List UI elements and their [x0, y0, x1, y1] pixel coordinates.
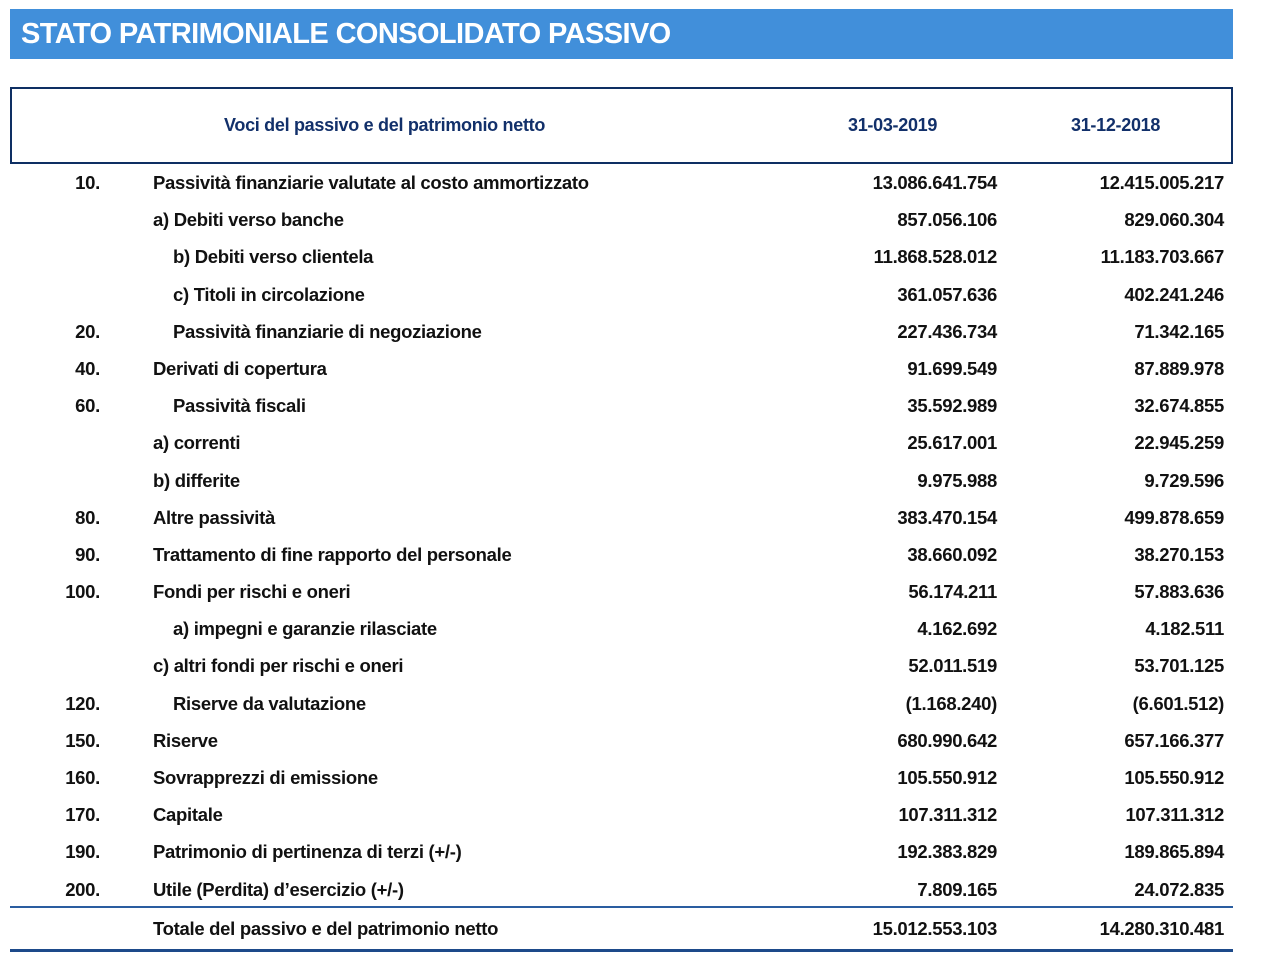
row-value-2018: 657.166.377: [1124, 729, 1224, 751]
row-value-2019: 4.162.692: [917, 618, 997, 640]
total-value-1: 15.012.553.103: [872, 918, 997, 939]
title-bar: [10, 9, 1233, 59]
row-value-2018: 107.311.312: [1125, 804, 1224, 826]
row-value-2019: 383.470.154: [897, 506, 997, 528]
table-header: [10, 87, 1233, 164]
table-row: [0, 350, 1274, 387]
row-value-2018: 53.701.125: [1134, 655, 1224, 677]
row-label: Patrimonio di pertinenza di terzi (+/-): [153, 841, 462, 863]
row-value-2018: 829.060.304: [1124, 209, 1224, 231]
row-label: a) Debiti verso banche: [153, 209, 344, 231]
row-value-2019: 857.056.106: [897, 209, 997, 231]
total-label: Totale del passivo e del patrimonio netto: [153, 918, 499, 939]
row-value-2018: 499.878.659: [1124, 506, 1224, 528]
row-label: Fondi per rischi e oneri: [153, 581, 351, 603]
table-row: [0, 573, 1274, 610]
row-value-2018: 57.883.636: [1134, 581, 1224, 603]
row-value-2018: 12.415.005.217: [1099, 172, 1224, 193]
row-code: 80.: [75, 506, 100, 528]
row-value-2019: 52.011.519: [908, 655, 997, 677]
row-label: Passività finanziarie di negoziazione: [173, 320, 482, 342]
table-body: [0, 164, 1274, 908]
row-code: 120.: [65, 692, 100, 714]
header-date-1: 31-03-2019: [848, 115, 938, 135]
row-label: Utile (Perdita) d’esercizio (+/-): [153, 878, 404, 900]
row-label: Riserve: [153, 729, 218, 751]
row-value-2018: 402.241.246: [1124, 283, 1224, 305]
row-value-2019: 680.990.642: [897, 729, 997, 751]
row-value-2018: 87.889.978: [1134, 357, 1224, 379]
table-row: [0, 685, 1274, 722]
row-value-2019: 91.699.549: [907, 357, 997, 379]
table-row: [0, 647, 1274, 684]
table-row: [0, 238, 1274, 275]
row-code: 10.: [75, 172, 100, 193]
row-code: 40.: [75, 357, 100, 379]
row-value-2018: 38.270.153: [1134, 543, 1224, 565]
row-label: Altre passività: [153, 506, 275, 528]
row-value-2018: 11.183.703.667: [1100, 246, 1224, 268]
row-value-2019: 107.311.312: [898, 804, 997, 826]
table-row: [0, 387, 1274, 424]
row-value-2018: 24.072.835: [1134, 878, 1224, 900]
table-row: [0, 833, 1274, 870]
row-code: 20.: [75, 320, 100, 342]
total-separator-top: [10, 906, 1233, 908]
row-value-2018: 22.945.259: [1134, 432, 1224, 454]
row-value-2019: 361.057.636: [897, 283, 997, 305]
row-label: Riserve da valutazione: [173, 692, 366, 714]
row-value-2019: 192.383.829: [897, 841, 997, 863]
row-value-2019: 105.550.912: [897, 767, 997, 788]
row-value-2019: 227.436.734: [897, 320, 997, 342]
table-row: [0, 164, 1274, 201]
row-value-2019: 13.086.641.754: [872, 172, 997, 193]
row-value-2019: (1.168.240): [905, 692, 997, 714]
row-label: Trattamento di fine rapporto del personale: [153, 543, 512, 565]
total-separator-bottom: [10, 949, 1233, 952]
row-value-2018: 71.342.165: [1134, 320, 1224, 342]
row-value-2018: 9.729.596: [1144, 469, 1224, 491]
row-code: 170.: [65, 804, 100, 826]
total-row: [0, 912, 1274, 948]
row-code: 90.: [75, 543, 100, 565]
row-value-2019: 9.975.988: [917, 469, 997, 491]
table-row: [0, 796, 1274, 833]
total-value-2: 14.280.310.481: [1099, 918, 1224, 939]
header-date-2: 31-12-2018: [1071, 115, 1161, 135]
row-label: c) Titoli in circolazione: [173, 283, 365, 305]
table-row: [0, 610, 1274, 647]
page-title: STATO PATRIMONIALE CONSOLIDATO PASSIVO: [21, 18, 671, 50]
row-value-2019: 35.592.989: [907, 395, 997, 417]
row-value-2018: (6.601.512): [1132, 692, 1224, 714]
row-label: b) differite: [153, 469, 240, 491]
row-code: 60.: [75, 395, 100, 417]
table-row: [0, 536, 1274, 573]
row-value-2018: 189.865.894: [1124, 841, 1224, 863]
table-row: [0, 722, 1274, 759]
row-label: Passività fiscali: [173, 395, 306, 417]
table-row: [0, 276, 1274, 313]
row-code: 190.: [65, 841, 100, 863]
header-voci: Voci del passivo e del patrimonio netto: [224, 115, 546, 135]
row-label: b) Debiti verso clientela: [173, 246, 374, 268]
table-row: [0, 759, 1274, 796]
table-row: [0, 871, 1274, 908]
table-row: [0, 313, 1274, 350]
row-code: 100.: [65, 581, 100, 603]
row-value-2018: 4.182.511: [1145, 618, 1224, 640]
table-row: [0, 462, 1274, 499]
row-label: c) altri fondi per rischi e oneri: [153, 655, 404, 677]
row-label: a) impegni e garanzie rilasciate: [173, 618, 437, 640]
row-value-2018: 32.674.855: [1134, 395, 1224, 417]
row-value-2019: 11.868.528.012: [873, 246, 997, 268]
row-label: Capitale: [153, 804, 223, 826]
row-code: 200.: [65, 878, 100, 900]
row-label: Sovrapprezzi di emissione: [153, 767, 378, 788]
table-row: [0, 424, 1274, 461]
row-value-2019: 25.617.001: [907, 432, 997, 454]
row-value-2019: 38.660.092: [907, 543, 997, 565]
row-label: Passività finanziarie valutate al costo ammortizzato: [153, 172, 589, 193]
row-value-2018: 105.550.912: [1124, 767, 1224, 788]
row-label: Derivati di copertura: [153, 357, 327, 379]
row-code: 160.: [65, 767, 100, 788]
row-value-2019: 7.809.165: [917, 878, 997, 900]
row-value-2019: 56.174.211: [908, 581, 997, 603]
row-label: a) correnti: [153, 432, 241, 454]
table-row: [0, 499, 1274, 536]
table-row: [0, 201, 1274, 238]
row-code: 150.: [65, 729, 100, 751]
